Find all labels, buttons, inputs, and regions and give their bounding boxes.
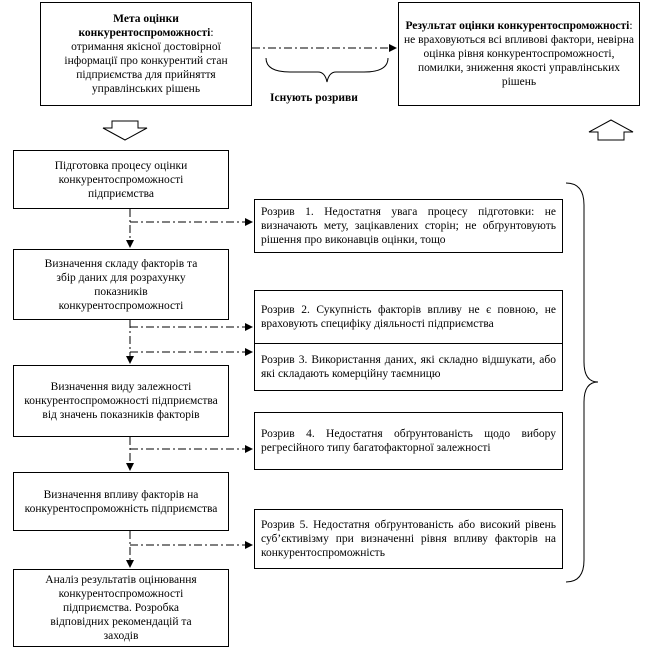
gap-4: Розрив 4. Недостатня обґрунтованість щодо вибору регресійного типу багатофакторної залежності	[254, 412, 563, 470]
gap-brace	[266, 58, 388, 82]
result-title: Результат оцінки конкурентоспроможності	[405, 20, 630, 32]
goal-text: отримання якісної достовірної інформації про конкурентий стан підприємства для прийняття управлінських рішень	[64, 41, 228, 95]
hollow-down-arrow	[103, 121, 147, 140]
result-box: Результат оцінки конкурентоспроможності: не враховуються всі впливові фактори, невірна оцінка рівня конкурентоспроможності, помилки, зниження якості управлінських рішень	[398, 2, 640, 106]
gap-label: Існують розриви	[270, 92, 358, 104]
goal-box: Мета оцінки конкурентоспроможності: отримання якісної достовірної інформації про конкурентий стан підприємства для прийняття управлінських рішень	[40, 2, 252, 106]
hollow-up-arrow	[589, 120, 633, 140]
gap-2: Розрив 2. Сукупність факторів впливу не є повною, не враховують специфіку діяльності підприємства	[254, 290, 563, 343]
step-2: Визначення складу факторів та збір даних для розрахунку показників конкурентоспроможності	[13, 249, 229, 320]
gap-1: Розрив 1. Недостатня увага процесу підготовки: не визначають мету, зацікавлених сторін; не обґрунтовують рішення про виконавців оцінки, тощо	[254, 199, 563, 253]
result-text: не враховуються всі впливові фактори, невірна оцінка рівня конкурентоспроможності, помилки, зниження якості управлінських рішень	[403, 34, 635, 88]
goal-title: Мета оцінки конкурентоспроможності	[78, 13, 211, 39]
step-4: Визначення впливу факторів на конкурентоспроможність підприємства	[13, 472, 229, 531]
step-1: Підготовка процесу оцінки конкурентоспроможності підприємства	[13, 150, 229, 209]
right-brace	[566, 183, 598, 582]
step-5: Аналіз результатів оцінювання конкурентоспроможності підприємства. Розробка відповідних рекомендацій та заходів	[13, 569, 229, 647]
gap-5: Розрив 5. Недостатня обґрунтованість або високий рівень суб’єктивізму при визначенні рівня впливу факторів на конкурентоспроможність	[254, 509, 563, 569]
gap-3: Розрив 3. Використання даних, які складно відшукати, або які складають комерційну таємницю	[254, 343, 563, 391]
step-3: Визначення виду залежності конкурентоспроможності підприємства від значень показників факторів	[13, 365, 229, 437]
